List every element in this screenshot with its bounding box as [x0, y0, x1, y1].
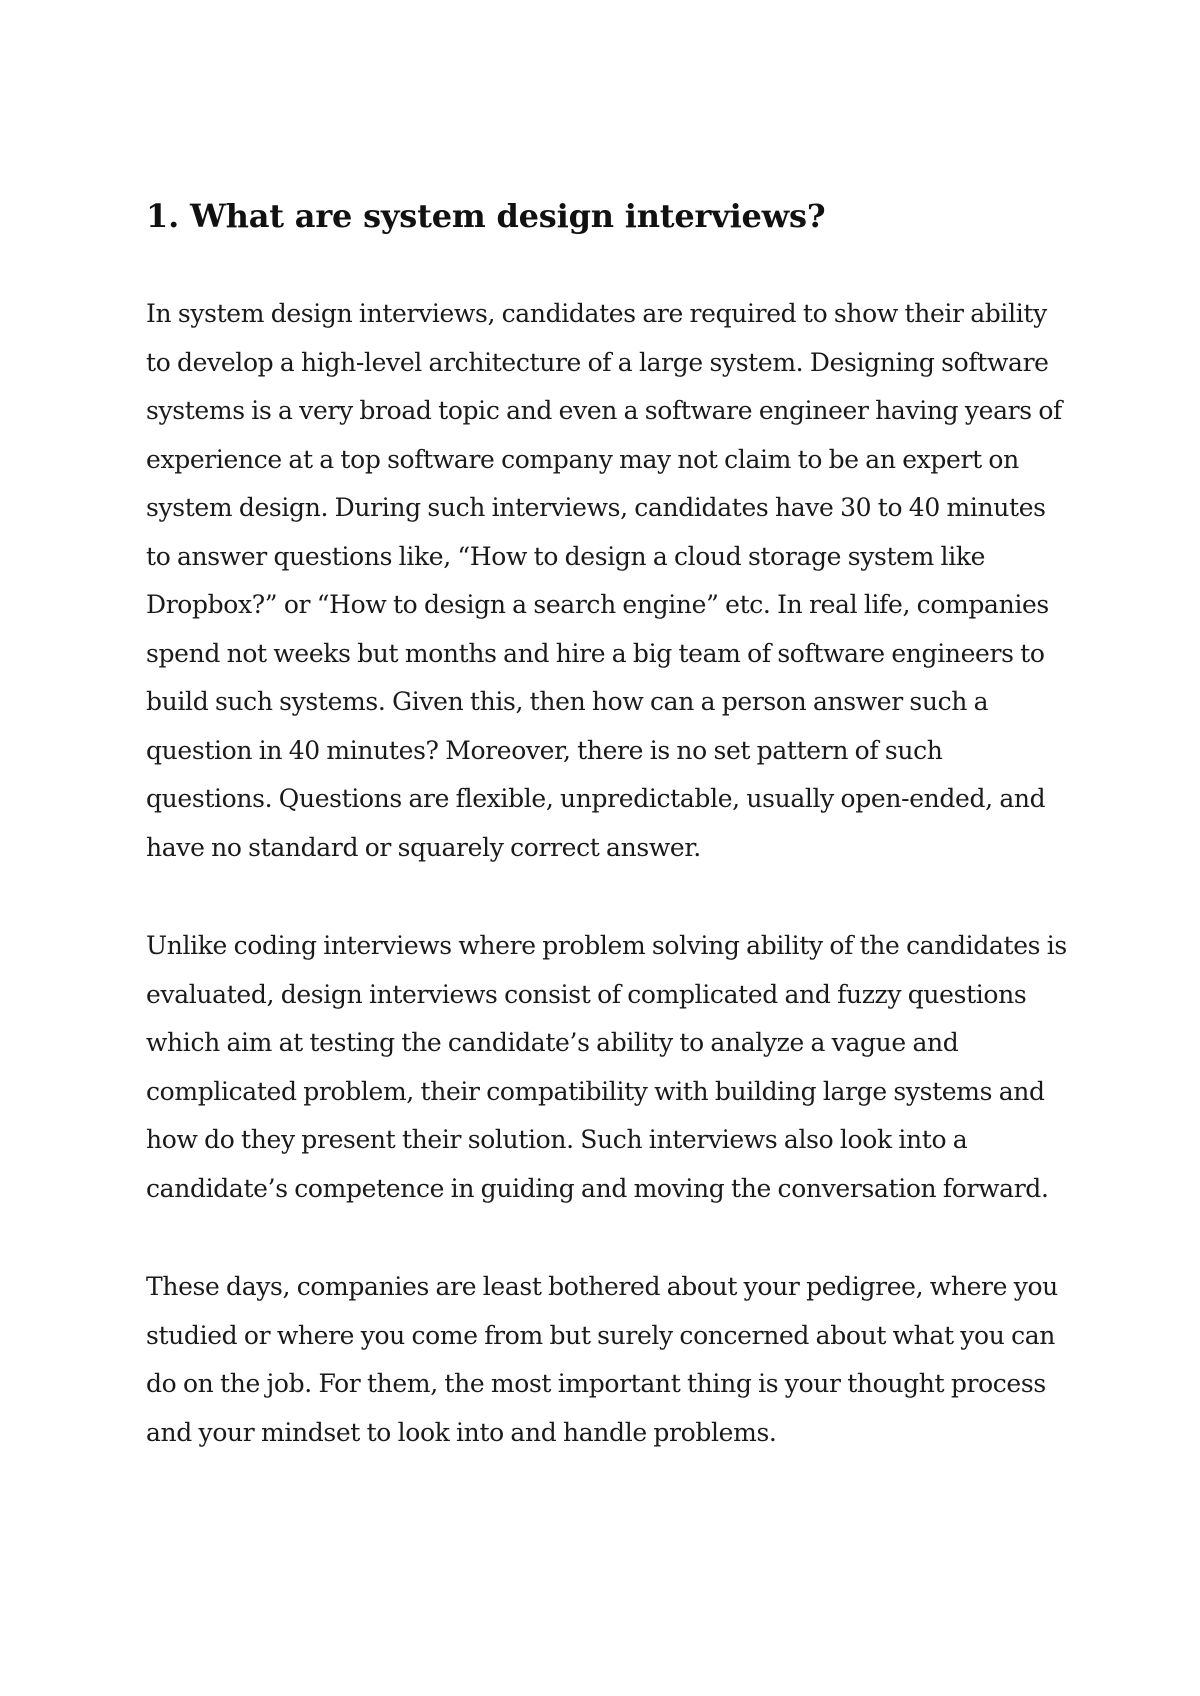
document-body	[146, 192, 1068, 1457]
section-heading: 1. What are system design interviews?	[146, 197, 826, 235]
paragraph-intro: In system design interviews, candidates are required to show their ability to develop a high-level architecture of a large system. Designing software systems is a very broad topic and even a software engineer having years of experience at a top software company may not claim to be an expert on system design. During such interviews, candidates have 30 to 40 minutes to answer questions like, “How to design a cloud storage system like Dropbox?” or “How to design a search engine” etc. In real life, companies spend not weeks but months and hire a big team of software engineers to build such systems. Given this, then how can a person answer such a question in 40 minutes? Moreover, there is no set pattern of such questions. Questions are flexible, unpredictable, usually open-ended, and have no standard or squarely correct answer.	[146, 299, 1062, 862]
paragraph-comparison: Unlike coding interviews where problem solving ability of the candidates is evaluated, design interviews consist of complicated and fuzzy questions which aim at testing the candidate’s ability to analyze a vague and complicated problem, their compatibility with building large systems and how do they present their solution. Such interviews also look into a candidate’s competence in guiding and moving the conversation forward.	[146, 931, 1067, 1203]
paragraph-companies: These days, companies are least bothered about your pedigree, where you studied or where you come from but surely concerned about what you can do on the job. For them, the most important thing is your thought process and your mindset to look into and handle problems.	[146, 1272, 1058, 1447]
